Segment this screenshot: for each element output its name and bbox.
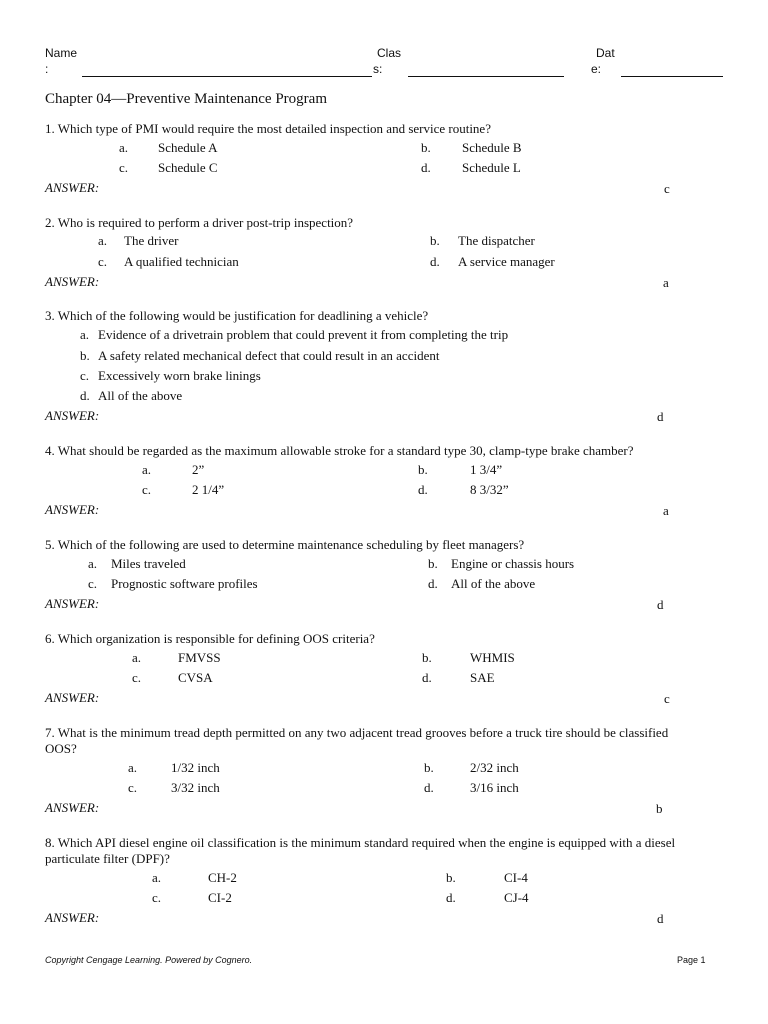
option-text: 3/32 inch <box>171 780 220 795</box>
option-text: 2 1/4” <box>192 482 225 497</box>
page-title: Chapter 04—Preventive Maintenance Program <box>45 91 327 107</box>
option-text: WHMIS <box>470 650 515 665</box>
answer-value: d <box>657 597 664 612</box>
option-letter: c. <box>152 890 162 905</box>
option-text: CH-2 <box>208 870 237 885</box>
question-text: 3. Which of the following would be justification for deadlining a vehicle? <box>45 308 429 323</box>
option-text: All of the above <box>451 576 536 591</box>
option-letter: d. <box>446 890 456 905</box>
option-letter: d. <box>418 482 428 497</box>
answer-value: d <box>657 911 664 926</box>
option-text: Schedule L <box>462 160 521 175</box>
option-letter: c. <box>98 254 108 269</box>
option-text: Schedule A <box>158 140 218 155</box>
option-text: Prognostic software profiles <box>111 576 258 591</box>
date-label: Dat <box>596 46 615 60</box>
answer-value: d <box>657 409 664 424</box>
option-text: Engine or chassis hours <box>451 556 575 571</box>
question-text-line-2: OOS? <box>45 741 77 756</box>
option-letter: b. <box>421 140 431 155</box>
option-letter: a. <box>128 760 138 775</box>
option-letter: c. <box>128 780 138 795</box>
option-letter: c. <box>142 482 152 497</box>
option-text: FMVSS <box>178 650 221 665</box>
answer-label: ANSWER: <box>45 596 100 611</box>
option-letter: a. <box>119 140 129 155</box>
option-letter: a. <box>80 327 90 342</box>
answer-label: ANSWER: <box>45 502 100 517</box>
answer-value: a <box>663 503 669 518</box>
class-label-suffix: s: <box>373 62 383 76</box>
option-letter: a. <box>142 462 152 477</box>
option-text: 1/32 inch <box>171 760 220 775</box>
answer-value: c <box>664 691 670 706</box>
page-number: Page 1 <box>677 955 706 965</box>
option-text: Evidence of a drivetrain problem that could prevent it from completing the trip <box>98 327 509 342</box>
answer-value: a <box>663 275 669 290</box>
option-text: CI-2 <box>208 890 232 905</box>
option-text: A safety related mechanical defect that could result in an accident <box>98 348 440 363</box>
answer-label: ANSWER: <box>45 910 100 925</box>
option-letter: c. <box>88 576 98 591</box>
option-text: 8 3/32” <box>470 482 509 497</box>
option-letter: a. <box>152 870 162 885</box>
answer-value: c <box>664 181 670 196</box>
option-letter: d. <box>430 254 440 269</box>
option-letter: b. <box>418 462 428 477</box>
class-label: Clas <box>377 46 402 60</box>
question-text: 1. Which type of PMI would require the most detailed inspection and service routine? <box>45 121 491 136</box>
answer-label: ANSWER: <box>45 690 100 705</box>
option-letter: c. <box>132 670 142 685</box>
option-text: CI-4 <box>504 870 528 885</box>
option-text: Schedule B <box>462 140 522 155</box>
name-field[interactable] <box>82 76 372 77</box>
option-letter: b. <box>428 556 438 571</box>
option-letter: b. <box>422 650 432 665</box>
question-text: 5. Which of the following are used to determine maintenance scheduling by fleet managers? <box>45 537 525 552</box>
option-letter: d. <box>422 670 432 685</box>
option-letter: c. <box>80 368 90 383</box>
option-text: SAE <box>470 670 495 685</box>
question-text-line-1: 7. What is the minimum tread depth permitted on any two adjacent tread grooves before a truck tire should be classified <box>45 725 669 740</box>
answer-label: ANSWER: <box>45 800 100 815</box>
question-text: 6. Which organization is responsible for defining OOS criteria? <box>45 631 375 646</box>
option-letter: d. <box>80 388 90 403</box>
name-label: Name <box>45 46 78 60</box>
option-text: A qualified technician <box>124 254 239 269</box>
option-letter: b. <box>424 760 434 775</box>
option-text: Miles traveled <box>111 556 186 571</box>
option-text: The driver <box>124 233 179 248</box>
footer-copyright: Copyright Cengage Learning. Powered by Cognero. <box>45 955 253 965</box>
option-text: The dispatcher <box>458 233 535 248</box>
date-field[interactable] <box>621 76 723 77</box>
option-text: 1 3/4” <box>470 462 503 477</box>
option-letter: d. <box>424 780 434 795</box>
question-text: 2. Who is required to perform a driver post-trip inspection? <box>45 215 354 230</box>
option-text: All of the above <box>98 388 183 403</box>
question-text-line-1: 8. Which API diesel engine oil classification is the minimum standard required when the engine is equipped with a diesel <box>45 835 676 850</box>
option-text: Schedule C <box>158 160 218 175</box>
option-letter: b. <box>446 870 456 885</box>
option-text: CVSA <box>178 670 213 685</box>
question-text-line-2: particulate filter (DPF)? <box>45 851 170 866</box>
option-text: 2” <box>192 462 205 477</box>
name-colon: : <box>45 62 49 76</box>
option-text: A service manager <box>458 254 555 269</box>
option-letter: d. <box>428 576 438 591</box>
answer-label: ANSWER: <box>45 180 100 195</box>
option-letter: d. <box>421 160 431 175</box>
option-text: Excessively worn brake linings <box>98 368 261 383</box>
option-letter: b. <box>80 348 90 363</box>
option-letter: c. <box>119 160 129 175</box>
class-field[interactable] <box>408 76 564 77</box>
question-text: 4. What should be regarded as the maximum allowable stroke for a standard type 30, clamp-type brake chamber? <box>45 443 634 458</box>
answer-label: ANSWER: <box>45 408 100 423</box>
answer-value: b <box>656 801 663 816</box>
date-label-suffix: e: <box>591 62 602 76</box>
option-letter: a. <box>98 233 108 248</box>
option-text: CJ-4 <box>504 890 529 905</box>
option-letter: a. <box>132 650 142 665</box>
option-letter: b. <box>430 233 440 248</box>
answer-label: ANSWER: <box>45 274 100 289</box>
option-text: 2/32 inch <box>470 760 519 775</box>
option-letter: a. <box>88 556 98 571</box>
option-text: 3/16 inch <box>470 780 519 795</box>
